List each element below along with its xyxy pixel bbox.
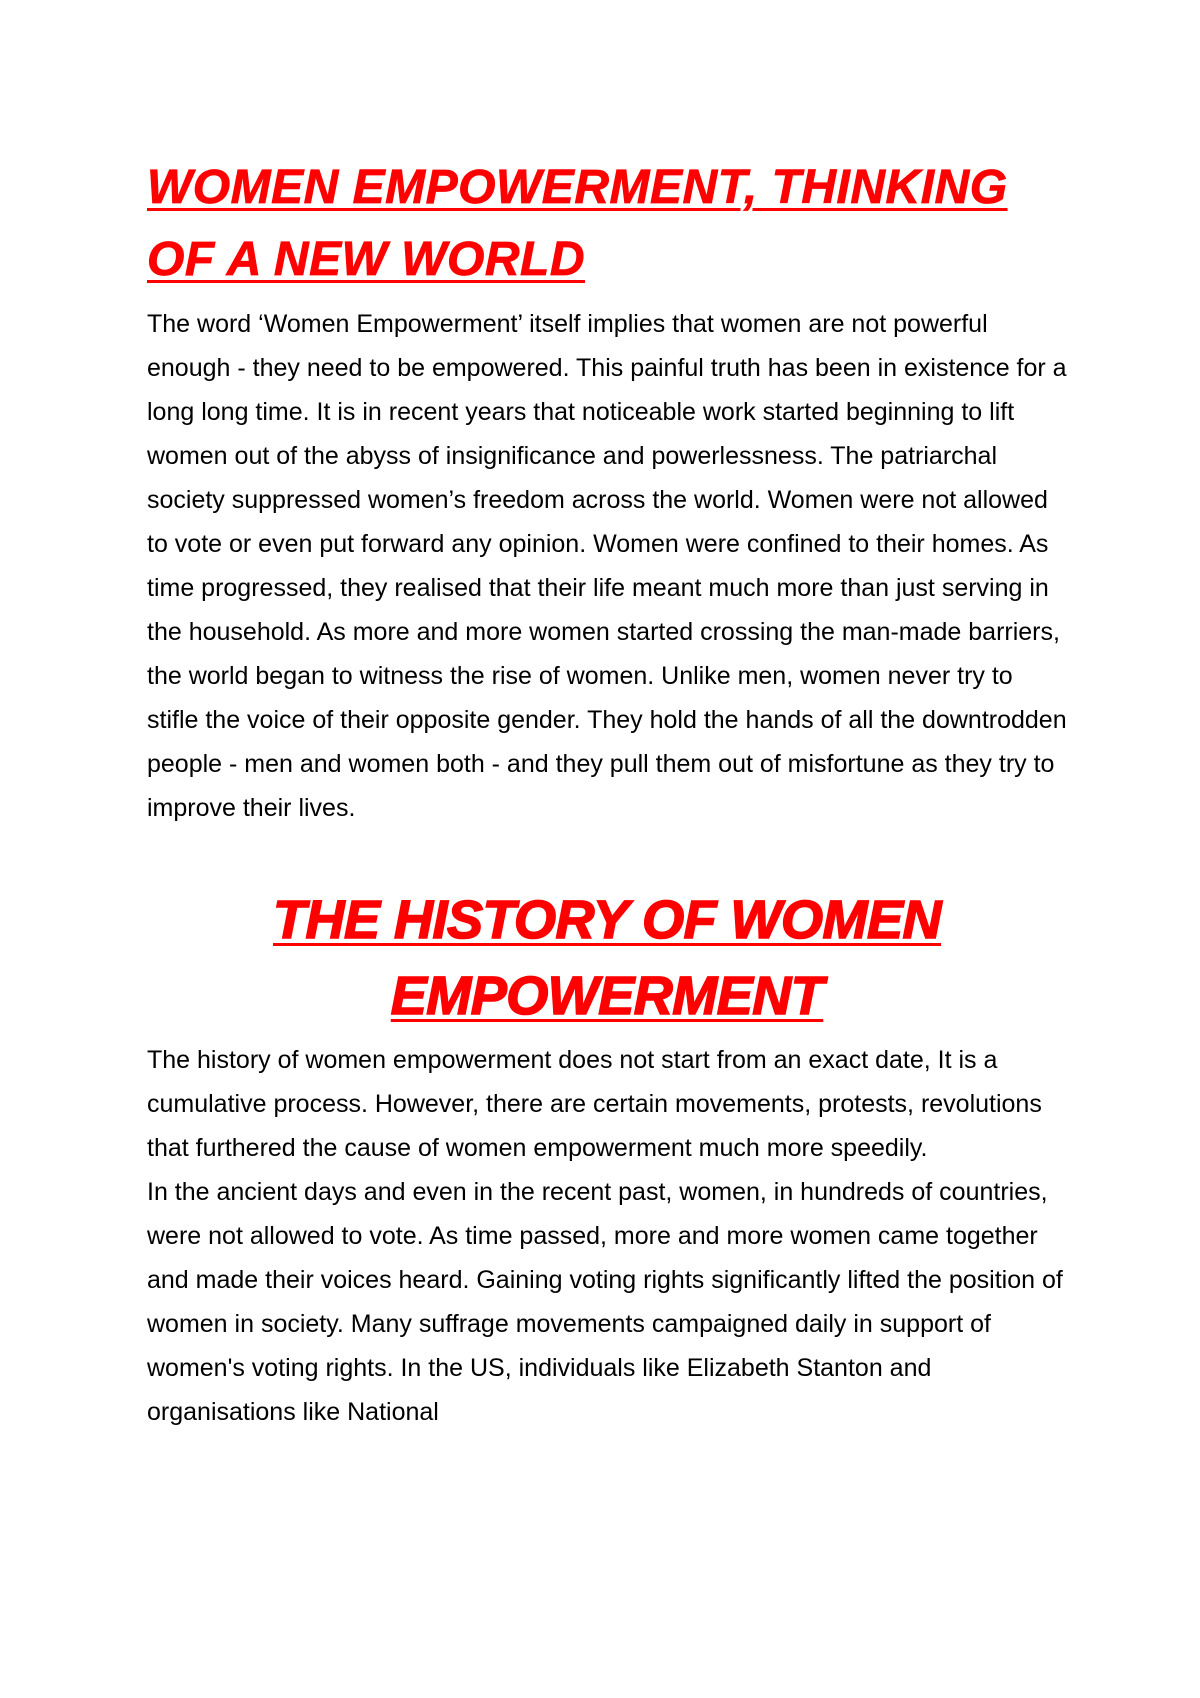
document-title: WOMEN EMPOWERMENT, THINKING OF A NEW WORLD	[147, 161, 1008, 286]
section-heading: THE HISTORY OF WOMEN EMPOWERMENT	[272, 890, 942, 1026]
document-content	[147, 152, 1067, 1434]
section-paragraph: The history of women empowerment does not start from an exact date, It is a cumulative process. However, there are certain movements, protests, revolutions that furthered the cause of women empowerment much more speedily.	[147, 1046, 1042, 1162]
section-paragraph: In the ancient days and even in the recent past, women, in hundreds of countries, were not allowed to vote. As time passed, more and more women came together and made their voices heard. Gaining voting rights significantly lifted the position of women in society. Many suffrage movements campaigned daily in support of women's voting rights. In the US, individuals like Elizabeth Stanton and organisations like National	[147, 1178, 1063, 1426]
section-body	[147, 1038, 1067, 1434]
intro-paragraph: The word ‘Women Empowerment’ itself implies that women are not powerful enough - they need to be empowered. This painful truth has been in existence for a long long time. It is in recent years that noticeable work started beginning to lift women out of the abyss of insignificance and powerlessness. The patriarchal society suppressed women’s freedom across the world. Women were not allowed to vote or even put forward any opinion. Women were confined to their homes. As time progressed, they realised that their life meant much more than just serving in the household. As more and more women started crossing the man-made barriers, the world began to witness the rise of women. Unlike men, women never try to stifle the voice of their opposite gender. They hold the hands of all the downtrodden people - men and women both - and they pull them out of misfortune as they try to improve their lives.	[147, 310, 1067, 822]
